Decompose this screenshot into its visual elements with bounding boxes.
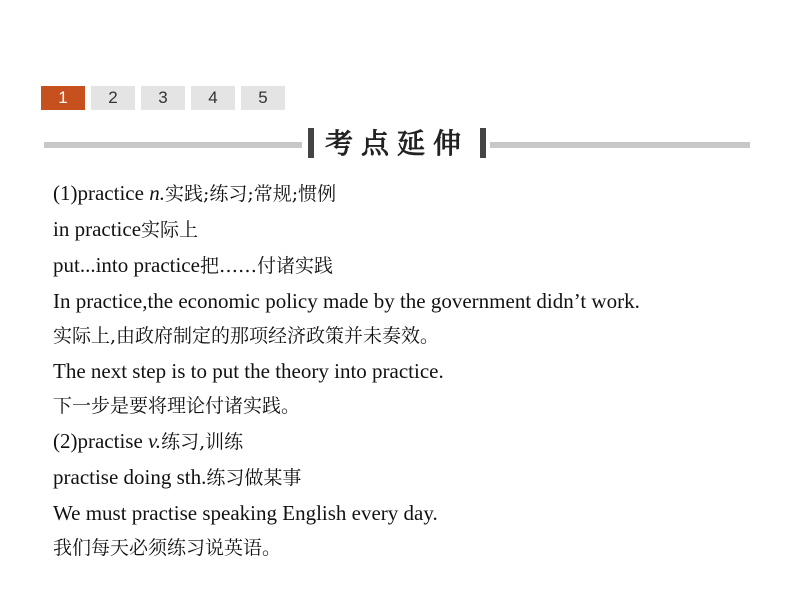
phrase-gloss: 把……付诸实践 bbox=[199, 255, 333, 277]
phrase-practise-doing bbox=[53, 460, 773, 496]
phrase-term: put...into practice bbox=[53, 253, 200, 277]
example-sentence-cn: 我们每天必须练习说英语。 bbox=[53, 537, 282, 559]
phrase-gloss: 实际上 bbox=[141, 219, 199, 241]
phrase-put-into-practice bbox=[53, 248, 773, 284]
header-rule-left bbox=[44, 142, 302, 148]
example-sentence-en: In practice,the economic policy made by the government didn’t work. bbox=[53, 289, 640, 313]
tab-2[interactable]: 2 bbox=[91, 86, 135, 110]
phrase-term: practise doing sth. bbox=[53, 465, 207, 489]
entry-gloss: 练习,训练 bbox=[161, 431, 244, 453]
example-sentence-en: The next step is to put the theory into practice. bbox=[53, 359, 444, 383]
title-bar-right bbox=[480, 128, 486, 158]
entry-pos: n. bbox=[149, 181, 165, 205]
title-bar-left bbox=[308, 128, 314, 158]
example-sentence-cn: 下一步是要将理论付诸实践。 bbox=[53, 395, 301, 417]
section-title-block bbox=[308, 124, 486, 164]
tab-3[interactable]: 3 bbox=[141, 86, 185, 110]
entry-term: (2)practise bbox=[53, 429, 149, 453]
tab-1[interactable]: 1 bbox=[41, 86, 85, 110]
phrase-in-practice bbox=[53, 212, 773, 248]
lesson-content bbox=[53, 176, 773, 566]
page-tabs bbox=[41, 86, 285, 110]
entry-term: (1)practice bbox=[53, 181, 150, 205]
vocab-entry-practise-verb bbox=[53, 424, 773, 460]
section-title: 考点延伸 bbox=[324, 127, 469, 160]
example-sentence-cn: 实际上,由政府制定的那项经济政策并未奏效。 bbox=[53, 325, 440, 347]
phrase-term: in practice bbox=[53, 217, 142, 241]
tab-4[interactable]: 4 bbox=[191, 86, 235, 110]
phrase-gloss: 练习做某事 bbox=[206, 467, 302, 489]
section-header bbox=[44, 124, 750, 164]
entry-gloss: 实践;练习;常规;惯例 bbox=[164, 183, 337, 205]
header-rule-right bbox=[490, 142, 750, 148]
tab-5[interactable]: 5 bbox=[241, 86, 285, 110]
example-sentence-en: We must practise speaking English every day. bbox=[53, 501, 438, 525]
vocab-entry-practice-noun bbox=[53, 176, 773, 212]
entry-pos: v. bbox=[148, 429, 162, 453]
